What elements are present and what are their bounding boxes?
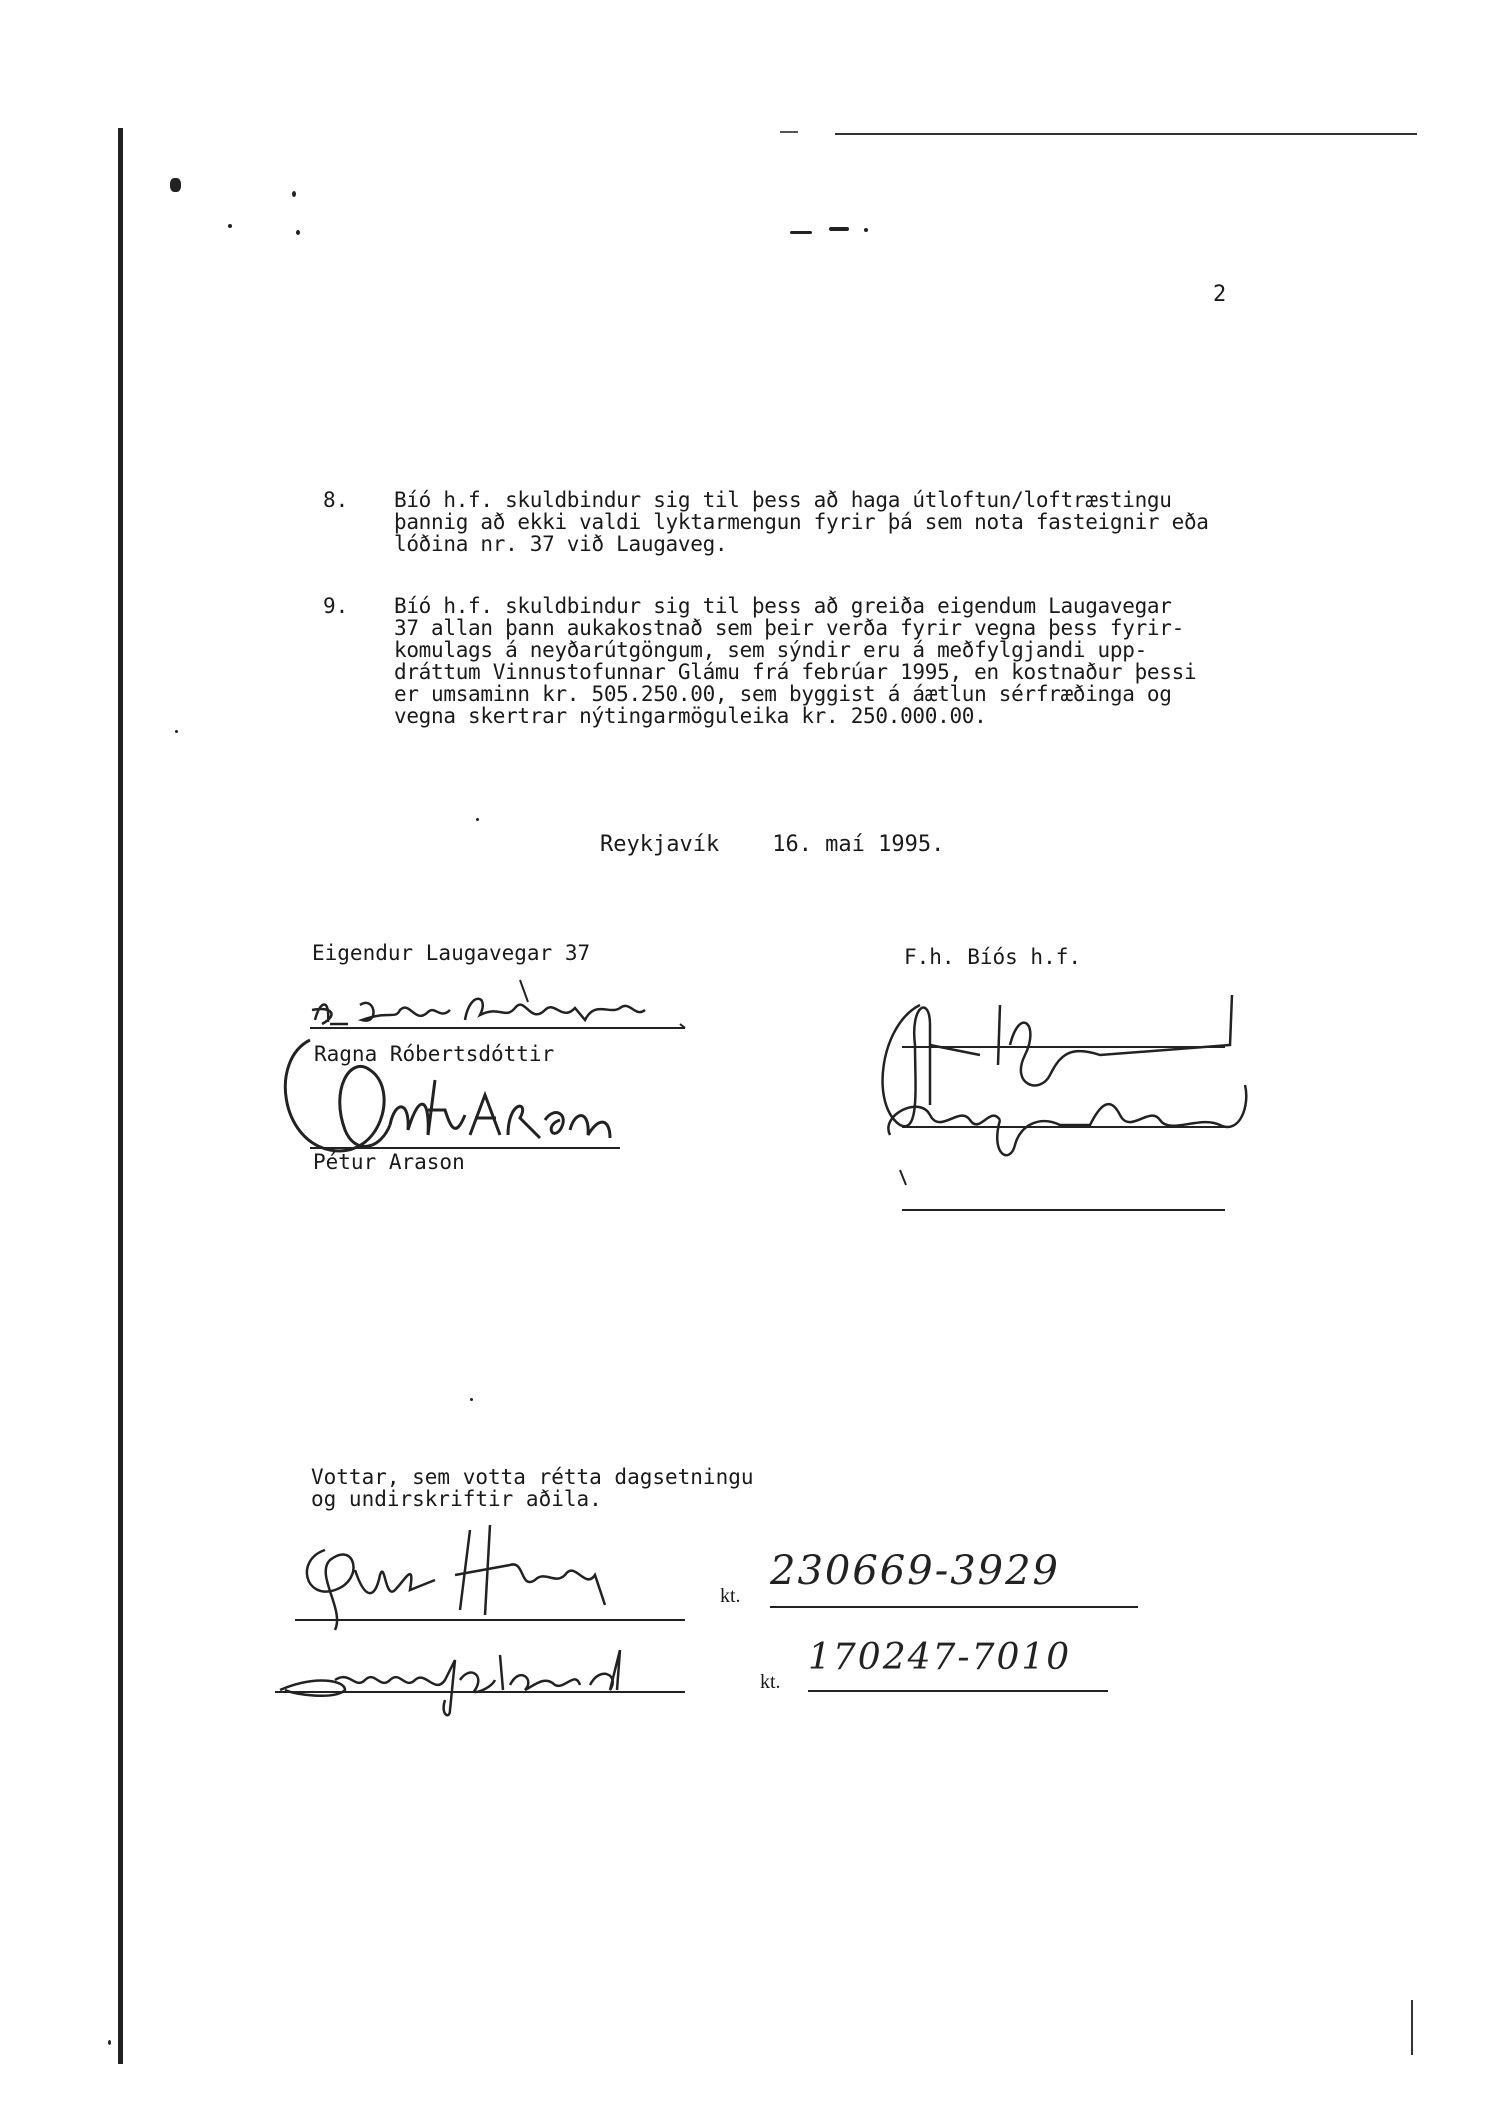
scan-speck	[170, 178, 181, 192]
scan-speck	[864, 228, 868, 232]
scan-speck	[470, 1398, 473, 1401]
clause-number: 8.	[323, 488, 349, 512]
clause-text: Bíó h.f. skuldbindur sig til þess að greiða eigendum Laugavegar 37 allan þann aukakostnað sem þeir verða fyrir vegna þess fyrir- komulags á neyðarútgöngum, sem sýndir eru á meðfylgjandi upp- dráttum Vinnustofunnar Glámu frá febrúar 1995, en kostnaður þessi er umsaminn kr. 505.250.00, sem byggist á áætlun sérfræðinga og vegna skertrar nýtingarmöguleika kr. 250.000.00.	[394, 594, 1197, 728]
company-signature-line-1	[902, 1046, 1225, 1048]
place: Reykjavík	[600, 832, 720, 857]
witness-1-kt-number	[770, 1548, 1060, 1594]
scan-speck	[108, 2040, 111, 2045]
witness-2-kt-label: kt.	[760, 1671, 781, 1693]
witness-2-kt-line	[808, 1690, 1108, 1692]
place-and-date	[600, 832, 944, 857]
company-signature-line-3	[902, 1209, 1225, 1211]
owners-signatory-2-name: Pétur Arason	[313, 1150, 465, 1174]
witness-statement: Vottar, sem votta rétta dagsetningu og undirskriftir aðila.	[311, 1465, 754, 1511]
signature-witness-1	[285, 1520, 705, 1630]
scan-speck	[829, 227, 849, 231]
witness-2-kt-number	[808, 1637, 1071, 1678]
owners-signatory-1-name: Ragna Róbertsdóttir	[314, 1042, 555, 1066]
witness-1-kt-value: 230669-3929	[770, 1548, 1061, 1594]
signature-witness-2	[275, 1630, 695, 1720]
scan-speck	[175, 730, 178, 733]
scan-border-top	[835, 133, 1417, 135]
page-number: 2	[1213, 282, 1227, 307]
clause-number: 9.	[323, 594, 349, 618]
clause-text: Bíó h.f. skuldbindur sig til þess að haga útloftun/loftræstingu þannig að ekki valdi lyktarmengun fyrir þá sem nota fasteignir eða lóðina nr. 37 við Laugaveg.	[394, 488, 1209, 556]
scan-border-right	[1411, 2000, 1413, 2055]
scan-speck	[476, 818, 479, 821]
scan-border-left	[118, 128, 123, 2064]
owners-heading: Eigendur Laugavegar 37	[312, 941, 591, 965]
scan-speck	[296, 230, 300, 235]
scan-border-top-fragment	[780, 131, 798, 133]
company-heading: F.h. Bíós h.f.	[904, 945, 1082, 969]
company-signature-line-2	[902, 1126, 1225, 1128]
signature-company	[860, 985, 1260, 1185]
witness-2-kt-value: 170247-7010	[808, 1637, 1072, 1678]
date: 16. maí 1995.	[772, 832, 945, 857]
scan-speck	[292, 191, 296, 197]
scan-speck	[790, 231, 812, 234]
scan-speck	[228, 224, 232, 228]
witness-1-kt-line	[770, 1606, 1138, 1608]
witness-1-kt-label: kt.	[720, 1585, 741, 1607]
